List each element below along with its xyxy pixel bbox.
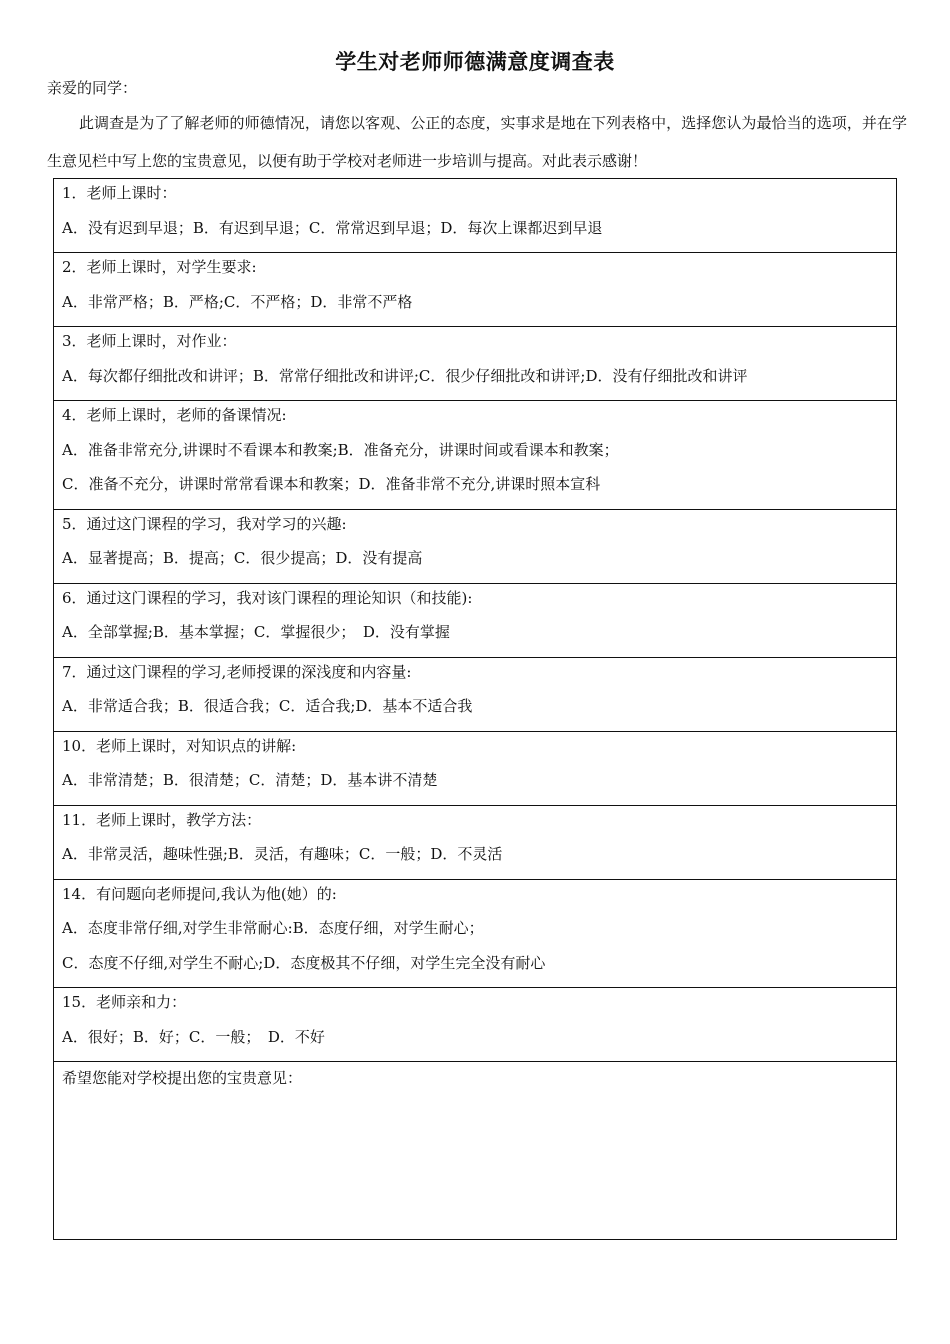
question-options: A．很好；B．好；C．一般； D．不好 — [62, 1027, 325, 1046]
question-text: 5．通过这门课程的学习，我对学习的兴趣: — [62, 514, 347, 533]
question-2 — [54, 253, 896, 327]
question-5 — [54, 510, 896, 584]
question-options: A．没有迟到早退；B．有迟到早退；C．常常迟到早退；D．每次上课都迟到早退 — [62, 218, 603, 237]
intro-paragraph: 此调查是为了了解老师的师德情况，请您以客观、公正的态度，实事求是地在下列表格中，选择您认为最恰当的选项，并在学生意见栏中写上您的宝贵意见，以便有助于学校对老师进一步培训与提高。对此表示感谢！ — [47, 114, 907, 170]
question-options: A．显著提高；B．提高；C．很少提高；D．没有提高 — [62, 549, 423, 567]
page-title: 学生对老师师德满意度调查表 — [335, 50, 615, 74]
question-text: 10．老师上课时，对知识点的讲解: — [62, 736, 297, 755]
comment-label: 希望您能对学校提出您的宝贵意见： — [62, 1069, 303, 1087]
question-text: 2．老师上课时，对学生要求: — [62, 258, 257, 276]
question-text: 14．有问题向老师提问,我认为他(她）的: — [62, 884, 337, 903]
question-options: C．准备不充分，讲课时常常看课本和教案；D．准备非常不充分,讲课时照本宣科 — [62, 475, 601, 493]
question-text: 6．通过这门课程的学习，我对该门课程的理论知识（和技能): — [62, 588, 473, 607]
question-options: A．准备非常充分,讲课时不看课本和教案;B．准备充分，讲课时间或看课本和教案； — [62, 440, 619, 459]
question-options: A．非常严格；B．严格;C．不严格；D．非常不严格 — [62, 292, 413, 311]
question-15 — [54, 988, 896, 1062]
question-options: A．非常清楚；B．很清楚；C．清楚；D．基本讲不清楚 — [62, 771, 438, 789]
question-6 — [54, 584, 896, 658]
question-text: 4．老师上课时，老师的备课情况: — [62, 406, 287, 424]
question-4 — [54, 401, 896, 510]
question-text: 1．老师上课时： — [62, 184, 177, 202]
question-text: 15．老师亲和力： — [62, 993, 187, 1011]
question-options: A．非常适合我；B．很适合我；C．适合我;D．基本不适合我 — [62, 697, 473, 715]
question-7 — [54, 658, 896, 732]
question-10 — [54, 732, 896, 806]
question-options: A．态度非常仔细,对学生非常耐心:B．态度仔细，对学生耐心； — [62, 919, 484, 937]
question-options: A．全部掌握;B．基本掌握；C．掌握很少； D．没有掌握 — [62, 623, 450, 641]
question-text: 3．老师上课时，对作业： — [62, 332, 237, 350]
question-14 — [54, 880, 896, 989]
question-1 — [54, 179, 896, 253]
question-options: A．非常灵活，趣味性强;B．灵活，有趣味；C．一般；D．不灵活 — [62, 845, 503, 863]
question-options: A．每次都仔细批改和讲评；B．常常仔细批改和讲评;C．很少仔细批改和讲评;D．没有仔细批改和讲评 — [62, 366, 748, 385]
question-text: 7．通过这门课程的学习,老师授课的深浅度和内容量: — [62, 662, 412, 681]
question-11 — [54, 806, 896, 880]
question-options: C．态度不仔细,对学生不耐心;D．态度极其不仔细，对学生完全没有耐心 — [62, 953, 546, 972]
question-3 — [54, 327, 896, 401]
comment-box[interactable] — [54, 1062, 896, 1239]
greeting: 亲爱的同学： — [47, 79, 138, 97]
survey-table — [53, 178, 897, 1240]
question-text: 11．老师上课时，教学方法： — [62, 810, 262, 829]
